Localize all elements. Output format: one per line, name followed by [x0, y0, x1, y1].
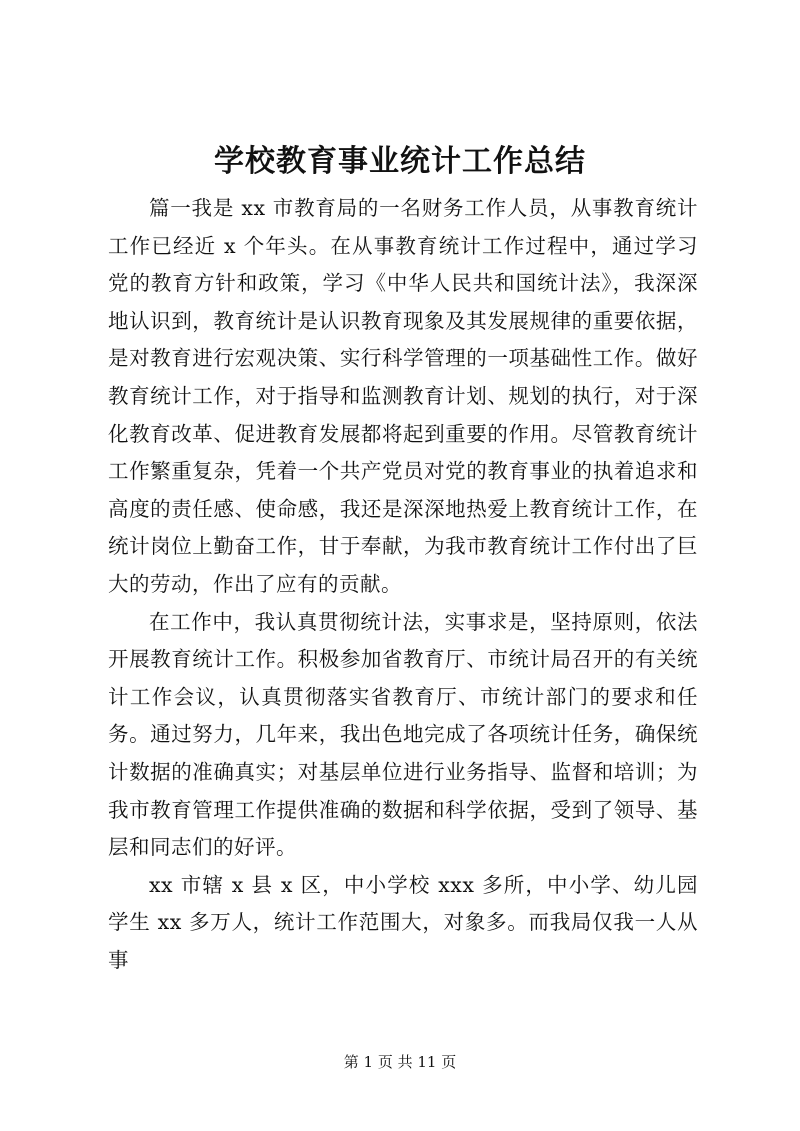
document-title: 学校教育事业统计工作总结 [214, 144, 586, 179]
document-body [108, 190, 698, 979]
paragraph-3: xx 市辖 x 县 x 区，中小学校 xxx 多所，中小学、幼儿园学生 xx 多万人，统计工作范围大，对象多。而我局仅我一人从事 [108, 872, 698, 972]
page-footer: 第 1 页 共 11 页 [343, 1053, 457, 1071]
paragraph-2: 在工作中，我认真贯彻统计法，实事求是，坚持原则，依法开展教育统计工作。积极参加省教育厅、市统计局召开的有关统计工作会议，认真贯彻落实省教育厅、市统计部门的要求和任务。通过努力，几年来，我出色地完成了各项统计任务，确保统计数据的准确真实；对基层单位进行业务指导、监督和培训；为我市教育管理工作提供准确的数据和科学依据，受到了领导、基层和同志们的好评。 [108, 609, 698, 860]
paragraph-1: 篇一我是 xx 市教育局的一名财务工作人员，从事教育统计工作已经近 x 个年头。在从事教育统计工作过程中，通过学习党的教育方针和政策，学习《中华人民共和国统计法》，我深深地认识到，教育统计是认识教育现象及其发展规律的重要依据，是对教育进行宏观决策、实行科学管理的一项基础性工作。做好教育统计工作，对于指导和监测教育计划、规划的执行，对于深化教育改革、促进教育发展都将起到重要的作用。尽管教育统计工作繁重复杂，凭着一个共产党员对党的教育事业的执着追求和高度的责任感、使命感，我还是深深地热爱上教育统计工作，在统计岗位上勤奋工作，甘于奉献，为我市教育统计工作付出了巨大的劳动，作出了应有的贡献。 [108, 196, 698, 596]
